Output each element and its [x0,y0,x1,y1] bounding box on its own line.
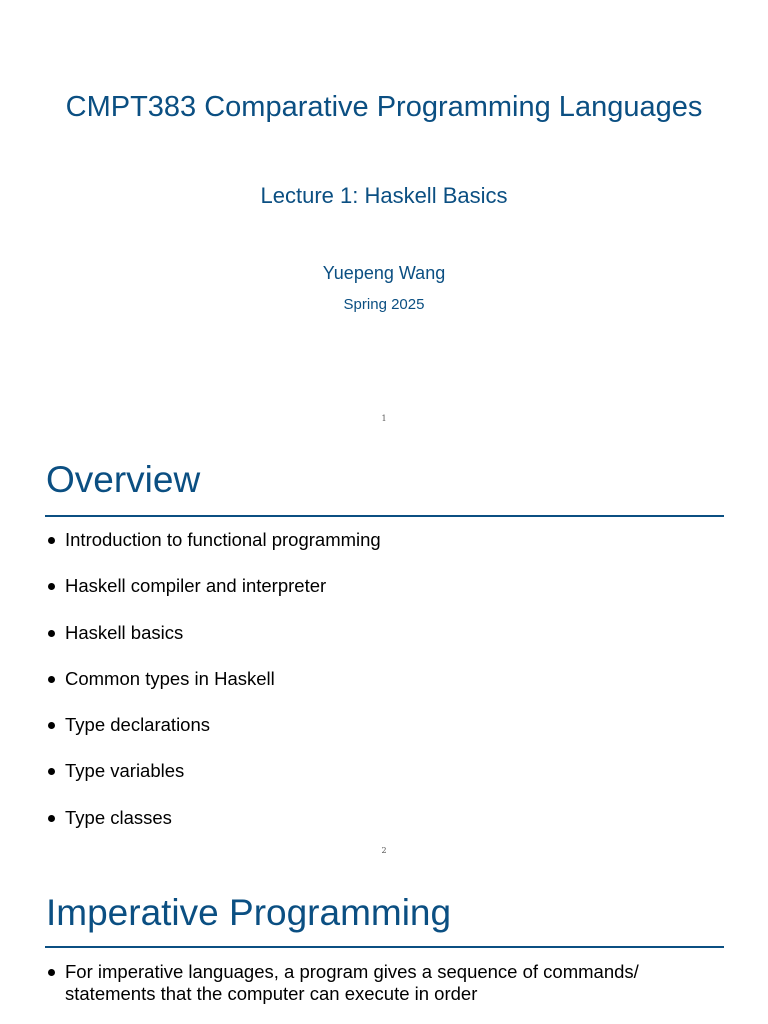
lecture-title: Lecture 1: Haskell Basics [260,183,508,208]
bullet-icon [48,583,55,590]
bullet-text: Type classes [65,806,172,828]
overview-heading: Overview [46,459,201,500]
bullet-text: Type declarations [65,714,211,736]
page-number: 2 [381,846,387,855]
bullet-text: Type variables [65,760,185,782]
title-slide [0,0,768,432]
list-item [46,760,381,782]
bullet-text: Haskell compiler and interpreter [65,575,327,597]
author-name: Yuepeng Wang [322,263,446,283]
heading-divider [45,946,724,948]
bullet-icon [48,768,55,775]
bullet-icon [48,722,55,729]
imperative-bullet-list [46,961,706,1005]
overview-bullet-list [46,529,381,853]
list-item [46,575,381,597]
list-item [46,622,381,644]
bullet-icon [48,815,55,822]
list-item [46,668,381,690]
bullet-icon [48,537,55,544]
bullet-icon [48,630,55,637]
list-item [46,714,381,736]
heading-divider [45,515,724,517]
page-number: 1 [381,414,387,423]
bullet-text: For imperative languages, a program gives a sequence of commands/ statements that the computer can execute in order [65,961,639,1004]
list-item [46,529,381,551]
imperative-heading: Imperative Programming [46,892,452,933]
bullet-icon [48,969,55,976]
term-label: Spring 2025 [343,296,425,313]
bullet-text: Haskell basics [65,621,184,643]
bullet-text: Common types in Haskell [65,667,275,689]
bullet-text: Introduction to functional programming [65,529,381,550]
list-item [46,807,381,829]
bullet-icon [48,676,55,683]
course-title: CMPT383 Comparative Programming Languages [65,91,703,123]
list-item [46,961,706,1005]
